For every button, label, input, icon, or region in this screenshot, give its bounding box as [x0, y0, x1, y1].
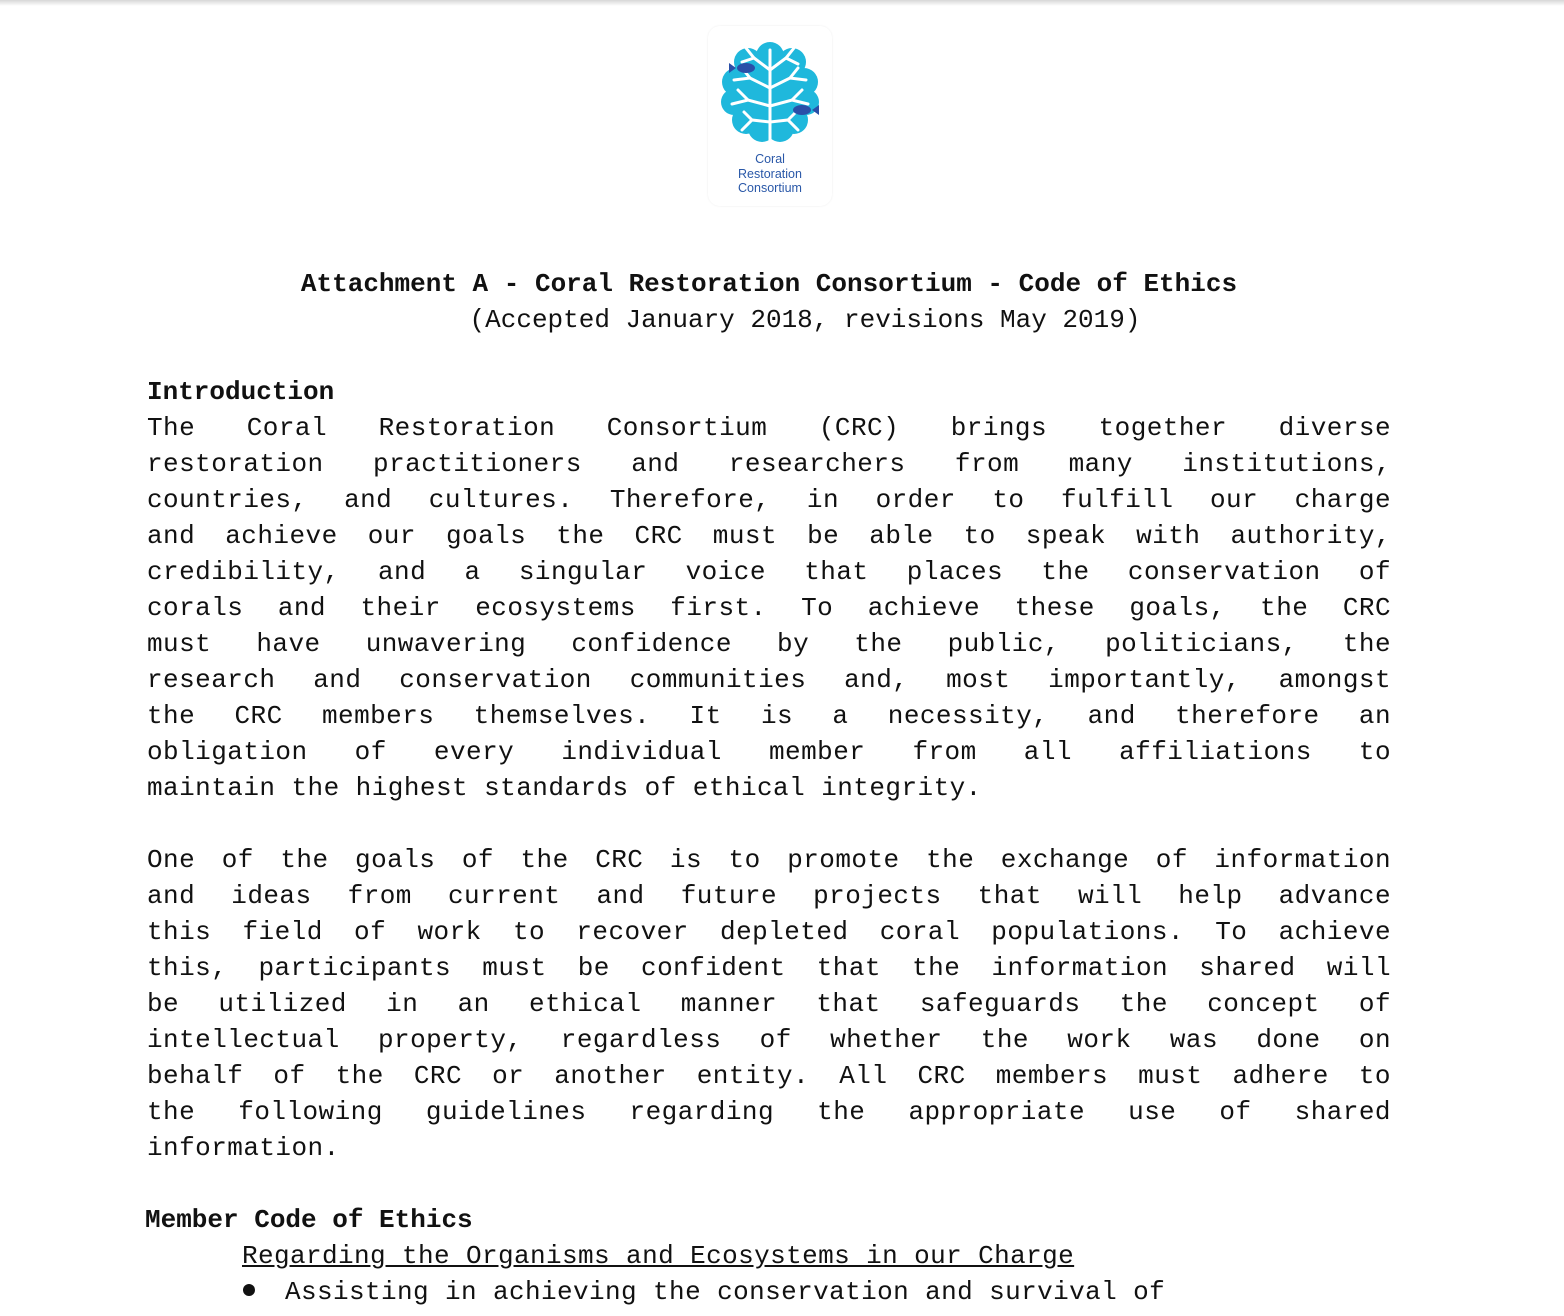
ethics-subheading: Regarding the Organisms and Ecosystems in our Charge	[242, 1241, 1075, 1271]
info-sharing-paragraph	[147, 842, 1391, 1166]
para2-line: information.	[147, 1133, 340, 1163]
intro-heading: Introduction	[147, 377, 335, 407]
intro-paragraph	[147, 410, 1391, 806]
logo-line-3: Consortium	[738, 181, 802, 195]
bullet-icon	[243, 1284, 255, 1296]
logo-line-1: Coral	[755, 152, 785, 166]
intro-line: credibility, and a singular voice that places the conservation of	[147, 557, 1391, 587]
intro-line: and achieve our goals the CRC must be able to speak with authority,	[147, 521, 1391, 551]
para2-line: this, participants must be confident that the information shared will	[147, 953, 1391, 983]
para2-line: behalf of the CRC or another entity. All CRC members must adhere to	[147, 1061, 1391, 1091]
para2-line: this field of work to recover depleted coral populations. To achieve	[147, 917, 1391, 947]
intro-line: obligation of every individual member from all affiliations to	[147, 737, 1391, 767]
para2-line: and ideas from current and future projects that will help advance	[147, 881, 1391, 911]
viewer-top-shadow	[0, 0, 1564, 6]
document-title: Attachment A - Coral Restoration Consortium - Code of Ethics	[300, 269, 1238, 299]
para2-line: the following guidelines regarding the appropriate use of shared	[147, 1097, 1391, 1127]
intro-line: restoration practitioners and researchers from many institutions,	[147, 449, 1391, 479]
coral-brain-icon	[718, 40, 822, 150]
intro-line: the CRC members themselves. It is a necessity, and therefore an	[147, 701, 1391, 731]
crc-logo	[708, 26, 832, 206]
bullet-text: Assisting in achieving the conservation and survival of	[285, 1277, 1166, 1307]
list-item	[243, 1274, 1165, 1310]
document-subtitle: (Accepted January 2018, revisions May 2019)	[469, 305, 1141, 335]
intro-line: maintain the highest standards of ethical integrity.	[147, 773, 982, 803]
intro-line: research and conservation communities and, most importantly, amongst	[147, 665, 1391, 695]
para2-line: intellectual property, regardless of whether the work was done on	[147, 1025, 1391, 1055]
ethics-heading: Member Code of Ethics	[145, 1205, 473, 1235]
logo-wordmark	[708, 152, 832, 196]
intro-line: must have unwavering confidence by the public, politicians, the	[147, 629, 1391, 659]
logo-line-2: Restoration	[738, 166, 802, 181]
intro-line: The Coral Restoration Consortium (CRC) brings together diverse	[147, 413, 1391, 443]
intro-line: countries, and cultures. Therefore, in order to fulfill our charge	[147, 485, 1391, 515]
intro-line: corals and their ecosystems first. To achieve these goals, the CRC	[147, 593, 1391, 623]
para2-line: be utilized in an ethical manner that safeguards the concept of	[147, 989, 1391, 1019]
para2-line: One of the goals of the CRC is to promote the exchange of information	[147, 845, 1391, 875]
